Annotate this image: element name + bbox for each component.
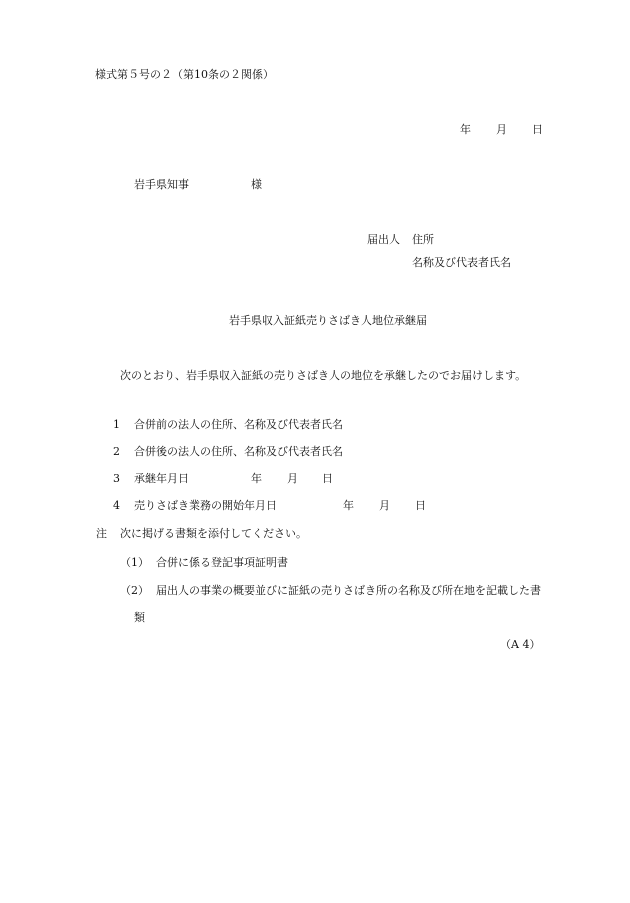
item-3-year-label: 年 [251,472,262,485]
note-subitem-1-number: （1） [120,556,149,569]
note-label: 注 [96,527,107,540]
date-day-label: 日 [532,123,543,136]
item-3-month-label: 月 [287,472,298,485]
item-2-text: 合併後の法人の住所、名称及び代表者氏名 [134,445,343,458]
notifier-label: 届出人 [367,233,400,246]
note-subitem-2-text-continuation: 類 [134,611,145,624]
document-title: 岩手県収入証紙売りさばき人地位承継届 [229,314,427,327]
form-number: 様式第５号の２（第10条の２関係） [95,68,274,81]
item-3-day-label: 日 [322,472,333,485]
note-subitem-2-text: 届出人の事業の概要並びに証紙の売りさばき所の名称及び所在地を記載した書 [156,584,541,597]
note-subitem-1-text: 合併に係る登記事項証明書 [156,556,288,569]
addressee-honorific: 様 [251,178,262,191]
note-text: 次に掲げる書類を添付してください。 [120,527,307,540]
notifier-name-label: 名称及び代表者氏名 [412,256,511,269]
item-3-text: 承継年月日 [134,472,189,485]
item-4-day-label: 日 [415,499,426,512]
date-year-label: 年 [460,123,471,136]
paper-size: （A 4） [500,638,541,651]
date-month-label: 月 [496,123,507,136]
item-4-number: 4 [113,499,120,512]
item-4-year-label: 年 [343,499,354,512]
item-4-month-label: 月 [379,499,390,512]
item-1-number: 1 [113,418,120,431]
addressee-name: 岩手県知事 [134,178,189,191]
notifier-address-label: 住所 [412,233,434,246]
item-3-number: 3 [113,472,120,485]
item-1-text: 合併前の法人の住所、名称及び代表者氏名 [134,418,343,431]
item-4-text: 売りさばき業務の開始年月日 [134,499,277,512]
item-2-number: 2 [113,445,120,458]
note-subitem-2-number: （2） [120,584,149,597]
body-text: 次のとおり、岩手県収入証紙の売りさばき人の地位を承継したのでお届けします。 [120,369,527,382]
